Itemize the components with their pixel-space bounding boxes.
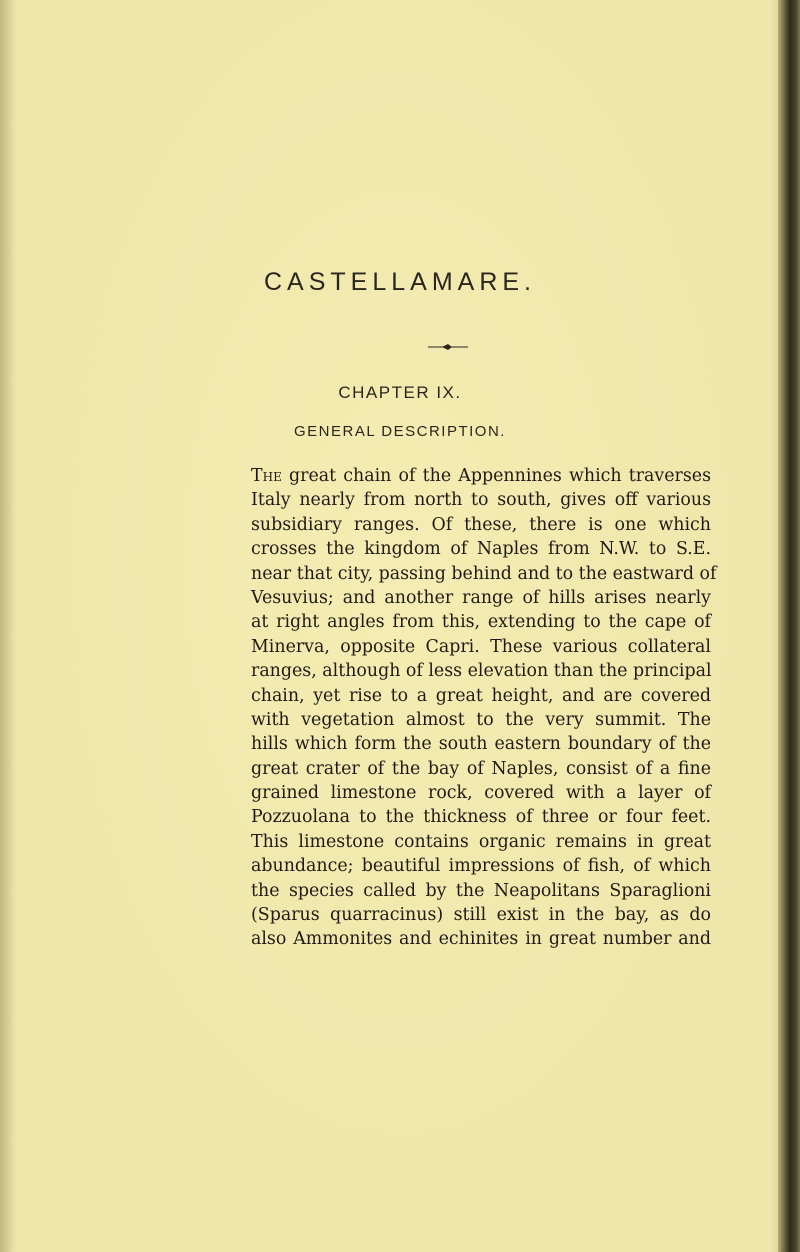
chapter-heading: CHAPTER IX. xyxy=(338,383,462,402)
text-line: with vegetation almost to the very summit. The xyxy=(251,709,711,730)
text-line: grained limestone rock, covered with a layer of xyxy=(251,783,711,804)
text-line: at right angles from this, extending to the cape of xyxy=(251,612,711,633)
text-line: chain, yet rise to a great height, and are covered xyxy=(251,685,711,706)
text-line: ranges, although of less elevation than the principal xyxy=(251,661,712,682)
section-heading: GENERAL DESCRIPTION. xyxy=(294,423,506,440)
page-binding-edge xyxy=(778,0,800,1252)
page-left-edge xyxy=(0,0,14,1252)
opening-word: The xyxy=(251,466,282,486)
text-line-rest: great chain of the Appennines which traverses xyxy=(281,466,711,486)
page-title: CASTELLAMARE. xyxy=(263,268,536,296)
text-line: Minerva, opposite Capri. These various collateral xyxy=(251,636,711,657)
text-line: Vesuvius; and another range of hills arises nearly xyxy=(251,587,711,608)
text-line: Italy nearly from north to south, gives off various xyxy=(251,490,711,511)
body-text xyxy=(251,464,717,952)
ornament-divider xyxy=(428,342,468,352)
text-line xyxy=(251,464,711,488)
text-line: the species called by the Neapolitans Sparaglioni xyxy=(251,880,711,901)
text-line: (Sparus quarracinus) still exist in the bay, as do xyxy=(251,905,711,926)
text-line: abundance; beautiful impressions of fish, of which xyxy=(251,856,711,877)
text-line: hills which form the south eastern boundary of the xyxy=(251,734,711,755)
text-line: Pozzuolana to the thickness of three or four feet. xyxy=(251,807,711,828)
text-line: also Ammonites and echinites in great number and xyxy=(251,929,711,950)
text-line: great crater of the bay of Naples, consist of a fine xyxy=(251,758,711,779)
text-line: crosses the kingdom of Naples from N.W. to S.E. xyxy=(251,539,711,560)
text-line: subsidiary ranges. Of these, there is one which xyxy=(251,514,711,535)
text-line: near that city, passing behind and to the eastward of xyxy=(251,563,717,584)
text-line: This limestone contains organic remains in great xyxy=(251,831,711,852)
